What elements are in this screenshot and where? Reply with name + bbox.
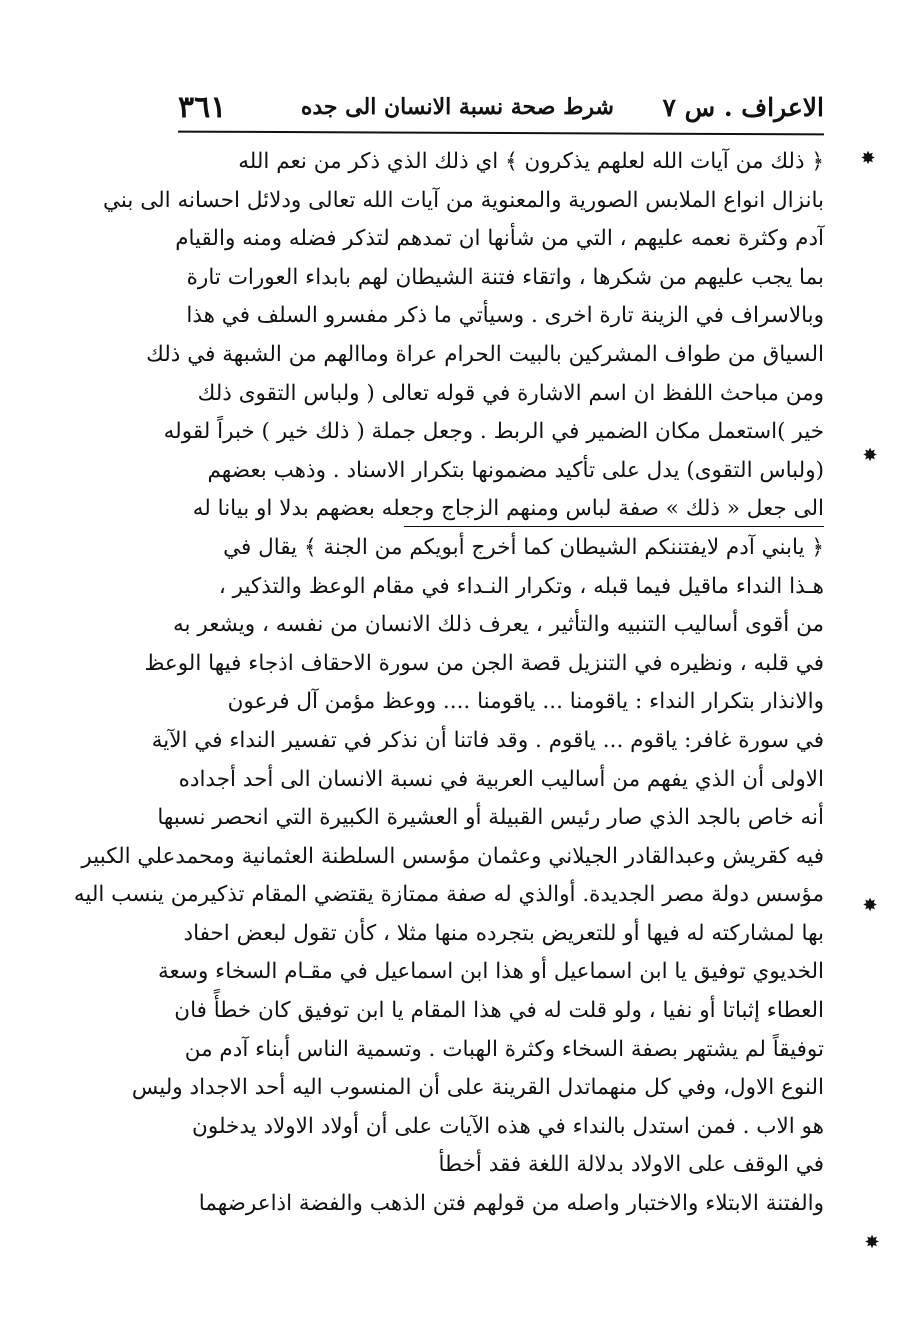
text-line: (ولباس التقوى) يدل على تأكيد مضمونها بتكرار الاسناد . وذهب بعضهم [207,457,824,483]
text-line: توفيقاً لم يشتهر بصفة السخاء وكثرة الهبات . وتسمية الناس أبناء آدم من [184,1036,824,1062]
text-line: ومن مباحث اللفظ ان اسم الاشارة في قوله تعالى ( ولباس التقوى ذلك [197,380,824,406]
margin-mark-icon: ✸ [864,1232,880,1253]
text-line: في قلبه ، ونظيره في التنزيل قصة الجن من سورة الاحقاف اذجاء فيها الوعظ [144,650,824,676]
margin-mark-icon: ✸ [862,895,878,916]
text-line: هـذا النداء ماقيل فيما قبله ، وتكرار النـداء في مقام الوعظ والتذكير ، [218,573,824,599]
text-line: الاولى أن الذي يفهم من أساليب العربية في نسبة الانسان الى أحد أجداده [178,766,824,792]
page-number: ٣٦١ [178,89,227,125]
header-surah-label: الاعراف . س ٧ [662,92,824,122]
text-line: بها لمشاركته له فيها أو للتعريض بتجرده منها مثلا ، كأن تقول لبعض احفاد [183,920,824,946]
text-line: أنه خاص بالجد الذي صار رئيس القبيلة أو العشيرة الكبيرة التي انحصر نسبها [157,805,824,831]
margin-mark-icon: ✸ [862,445,878,466]
text-line: وبالاسراف في الزينة تارة اخرى . وسيأتي ما ذكر مفسرو السلف في هذا [186,303,824,329]
text-line: العطاء إثباتا أو نفيا ، ولو قلت له في هذا المقام يا ابن توفيق كان خطأً فان [174,998,824,1024]
text-line: ﴿ ذلك من آيات الله لعلهم يذكرون ﴾ اي ذلك الذي ذكر من نعم الله [238,149,824,174]
text-line: النوع الاول، وفي كل منهماتدل القرينة على أن المنسوب اليه أحد الاجداد وليس [131,1075,824,1101]
text-line: والفتنة الابتلاء والاختبار واصله من قولهم فتن الذهب والفضة اذاعرضهما [198,1191,824,1217]
page-header [178,82,824,132]
text-line: بانزال انواع الملابس الصورية والمعنوية من آيات الله تعالى ودلائل احسانه الى بني [102,187,824,213]
text-line: والانذار بتكرار النداء : ياقومنا ... ياقومنا .... ووعظ مؤمن آل فرعون [227,689,824,715]
header-topic-title: شرط صحة نسبة الانسان الى جده [300,94,614,120]
text-line: فيه كقريش وعبدالقادر الجيلاني وعثمان مؤسس السلطنة العثمانية ومحمدعلي الكبير [81,843,824,869]
text-line: بما يجب عليهم من شكرها ، واتقاء فتنة الشيطان لهم بابداء العورات تارة [186,264,824,290]
margin-mark-icon: ✸ [860,148,876,169]
text-line: من أقوى أساليب التنبيه والتأثير ، يعرف ذلك الانسان من نفسه ، ويشعر به [173,612,824,638]
text-line: في الوقف على الاولاد بدلالة اللغة فقد أخطأ [438,1152,824,1178]
text-line: خير )استعمل مكان الضمير في الربط . وجعل جملة ( ذلك خير ) خبراً لقوله [163,419,824,445]
text-line: ﴿ يابني آدم لايفتننكم الشيطان كما أخرج أبويكم من الجنة ﴾ يقال في [223,534,824,560]
text-line: الى جعل « ذلك » صفة لباس ومنهم الزجاج وجعله بعضهم بدلا او بيانا له [192,496,824,522]
text-line: مؤسس دولة مصر الجديدة. أوالذي له صفة ممتازة يقتضي المقام تذكيرمن ينسب اليه [73,882,824,908]
text-line: آدم وكثرة نعمه عليهم ، التي من شأنها ان تمدهم لتذكر فضله ومنه والقيام [175,226,824,252]
text-line: السياق من طواف المشركين بالبيت الحرام عراة وماالهم من الشبهة في ذلك [146,341,824,367]
text-line: هو الاب . فمن استدل بالنداء في هذه الآيات على أن أولاد الاولاد يدخلون [192,1113,824,1139]
body-text [73,143,824,1224]
text-line: في سورة غافر: ياقوم ... ياقوم . وقد فاتنا أن نذكر في تفسير النداء في الآية [151,727,824,753]
text-line: الخديوي توفيق يا ابن اسماعيل أو هذا ابن اسماعيل في مقـام السخاء وسعة [158,959,824,985]
